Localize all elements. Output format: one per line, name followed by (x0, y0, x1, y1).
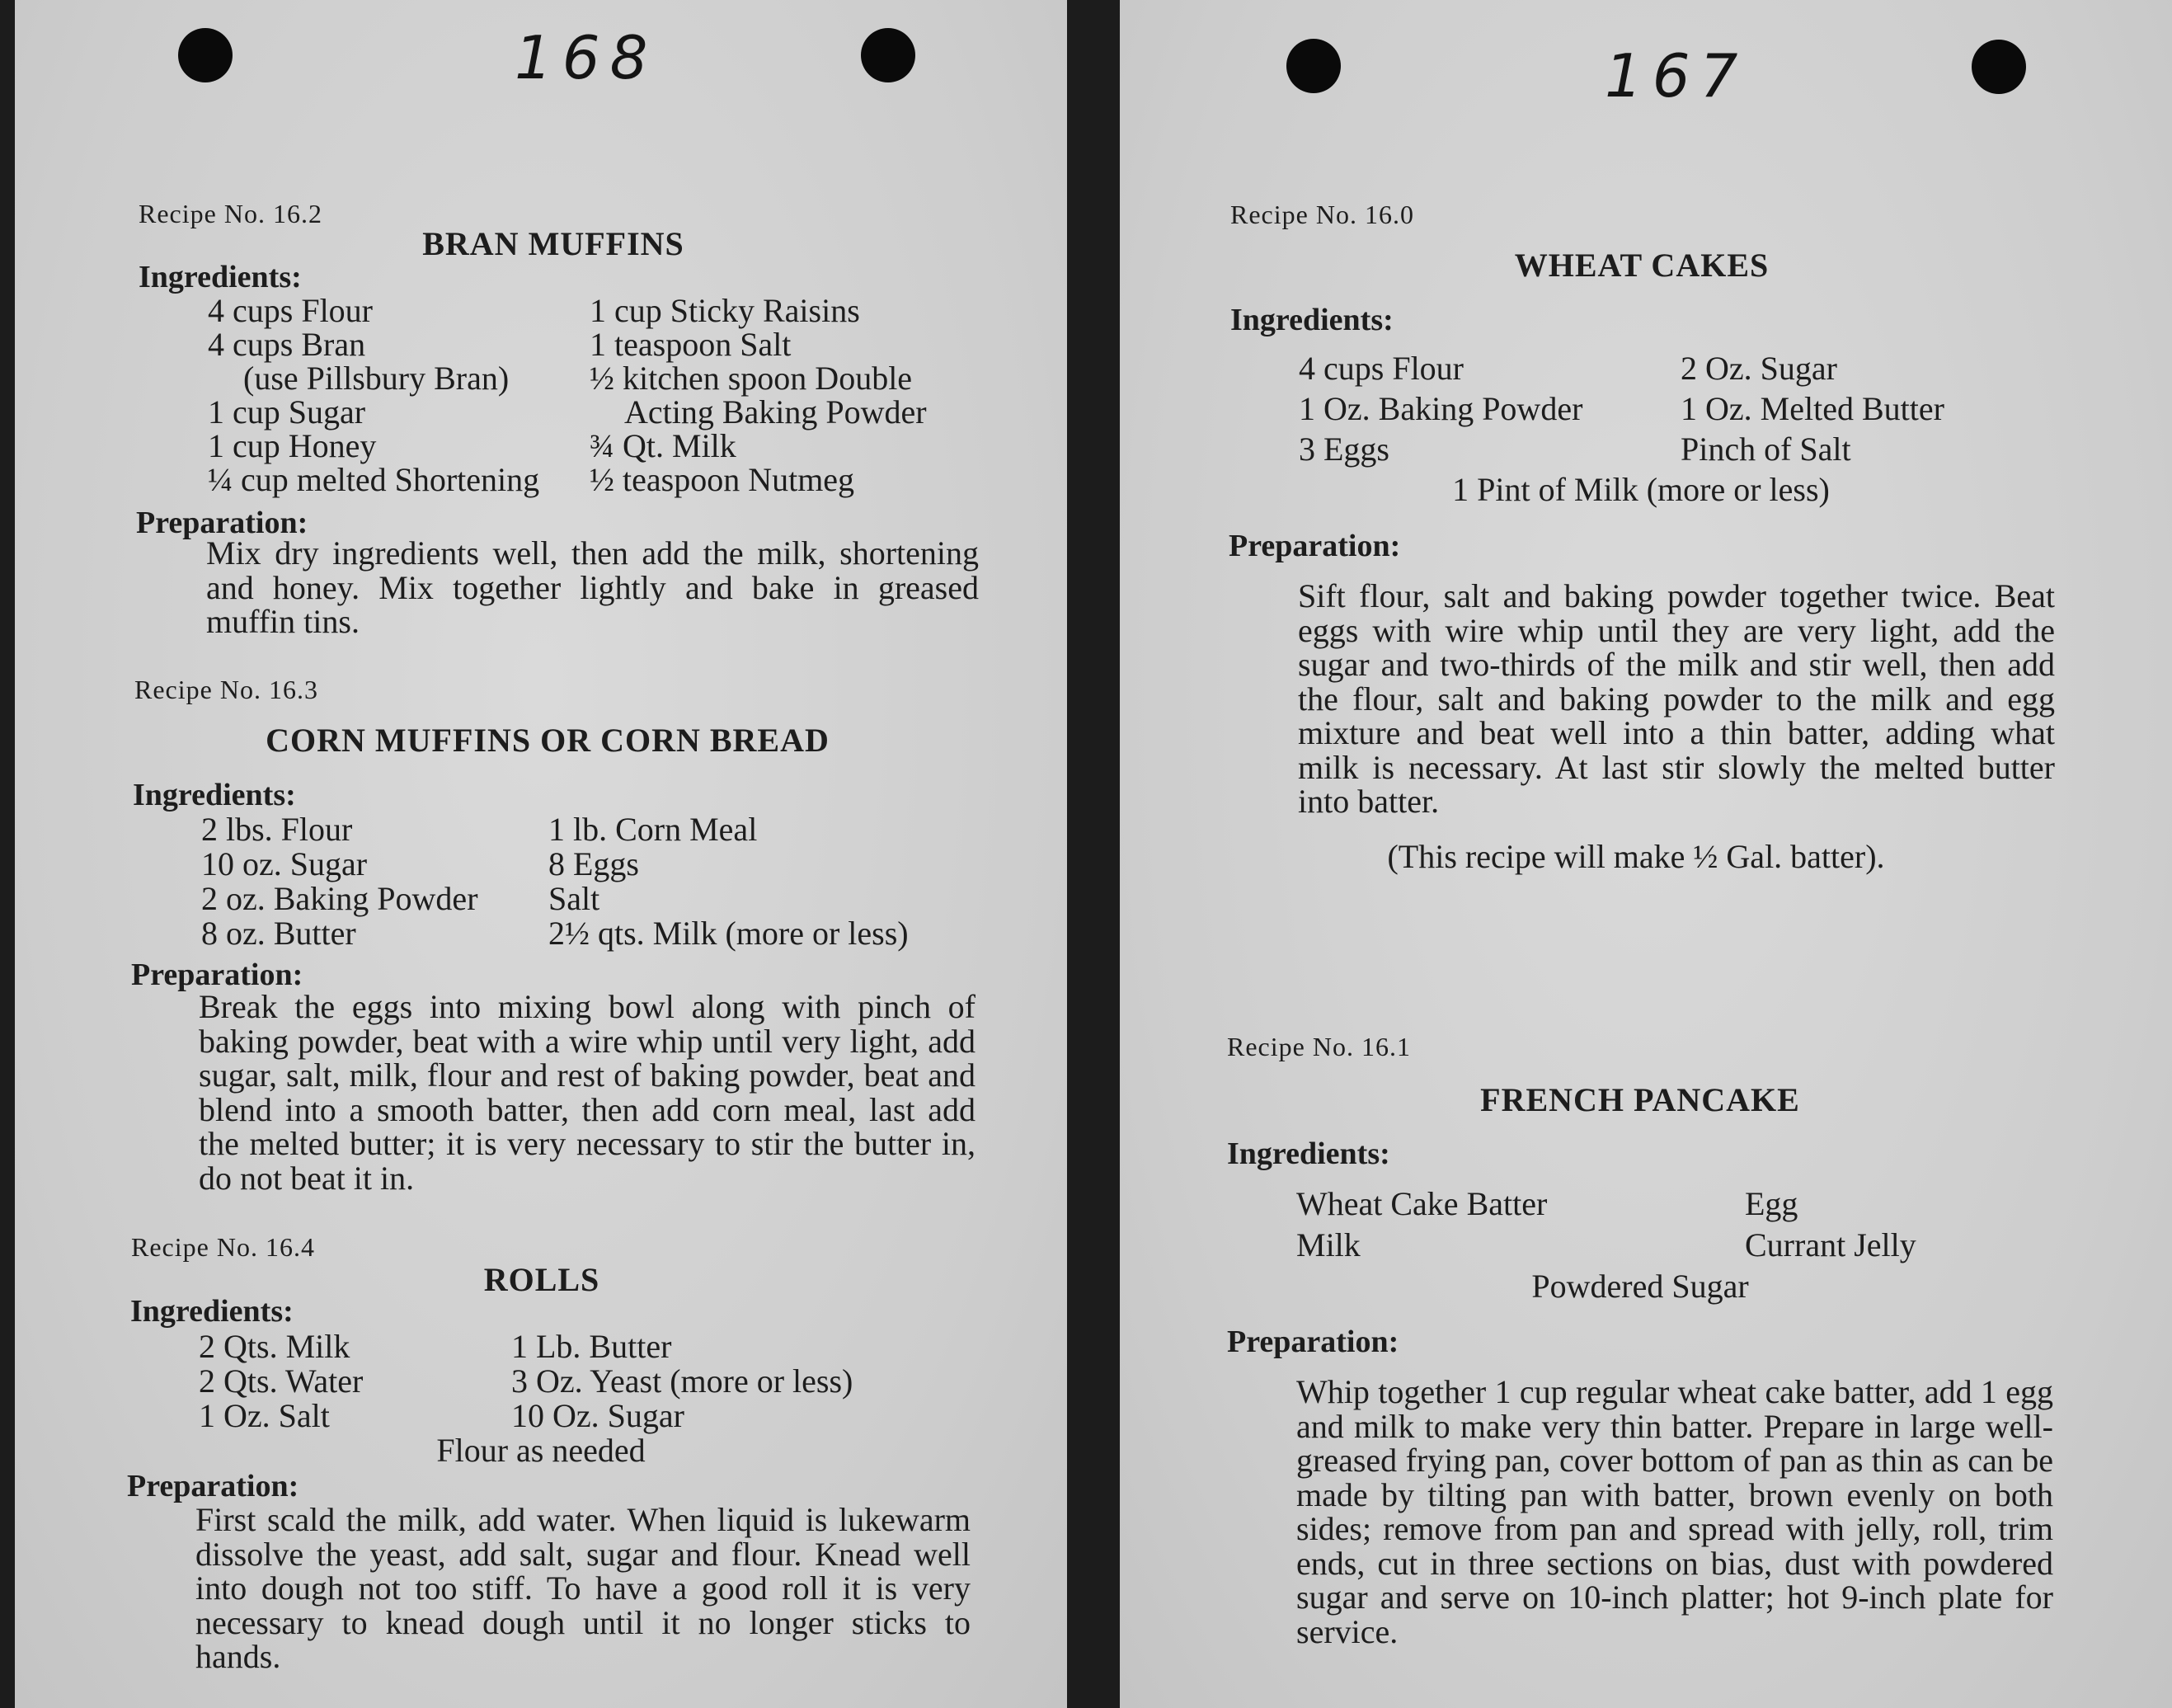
recipe-title: CORN MUFFINS OR CORN BREAD (266, 722, 830, 759)
ingredients-heading: Ingredients: (133, 778, 296, 812)
ingredient: Flour as needed (436, 1432, 646, 1469)
binder-hole (1286, 39, 1341, 93)
recipe-number: Recipe No. 16.4 (131, 1232, 315, 1262)
ingredient: ½ teaspoon Nutmeg (590, 461, 855, 498)
preparation-heading: Preparation: (1227, 1325, 1399, 1359)
ingredient: 10 oz. Sugar (201, 845, 368, 882)
ingredient: 4 cups Bran (208, 326, 366, 363)
ingredient: 1 cup Honey (208, 427, 377, 464)
ingredient: Pinch of Salt (1681, 431, 1851, 468)
recipe-note: (This recipe will make ½ Gal. batter). (1387, 838, 1885, 875)
recipe-number: Recipe No. 16.1 (1227, 1032, 1411, 1061)
right-page (1120, 0, 2172, 1708)
recipe-number: Recipe No. 16.2 (139, 199, 322, 228)
ingredient: 10 Oz. Sugar (511, 1397, 684, 1434)
ingredients-heading: Ingredients: (139, 260, 302, 294)
ingredient: 1 Pint of Milk (more or less) (1452, 471, 1830, 508)
preparation-heading: Preparation: (127, 1469, 299, 1503)
ingredient: 8 Eggs (548, 845, 639, 882)
preparation-heading: Preparation: (136, 506, 308, 540)
ingredient: 1 cup Sugar (208, 393, 366, 431)
ingredient: Salt (548, 880, 600, 917)
ingredient: (use Pillsbury Bran) (243, 360, 510, 397)
binder-hole (1972, 40, 2026, 94)
ingredients-heading: Ingredients: (1227, 1136, 1390, 1171)
recipe-title: WHEAT CAKES (1514, 247, 1770, 284)
ingredient: 4 cups Flour (1299, 350, 1464, 387)
ingredient: 2 oz. Baking Powder (201, 880, 478, 917)
recipe-title: ROLLS (483, 1261, 600, 1298)
ingredient: 1 teaspoon Salt (590, 326, 792, 363)
ingredient: Wheat Cake Batter (1296, 1185, 1548, 1222)
ingredient: 1 lb. Corn Meal (548, 811, 758, 848)
ingredient: Egg (1745, 1185, 1798, 1222)
recipe-number: Recipe No. 16.0 (1230, 200, 1414, 229)
recipe-title: FRENCH PANCAKE (1480, 1081, 1800, 1118)
ingredient: 4 cups Flour (208, 292, 373, 329)
ingredient: 2½ qts. Milk (more or less) (548, 915, 909, 952)
ingredient: ¼ cup melted Shortening (208, 461, 540, 498)
preparation-heading: Preparation: (131, 958, 303, 992)
preparation-text: Break the eggs into mixing bowl along with pinch of baking powder, beat with a wire whip until very light, add sugar, salt, milk, flour and rest of baking powder, beat and blend into a smooth batter, then add corn meal, last add the melted butter; it is very necessary to stir the butter in, do not beat it in. (199, 988, 976, 1197)
ingredient: 1 Oz. Melted Butter (1681, 390, 1944, 427)
preparation-text: Mix dry ingredients well, then add the milk, shortening and honey. Mix together lightly and bake in greased muffin tins. (206, 534, 979, 640)
preparation-text: Whip together 1 cup regular wheat cake batter, add 1 egg and milk to make very thin batter. Prepare in large well-greased frying pan, cover bottom of pan as thin as can be made by tilting pan with batter, brown evenly on both sides; remove from pan and spread with jelly, roll, trim ends, cut in three sections on bias, dust with powdered sugar and serve on 10-inch platter; hot 9-inch plate for service. (1296, 1373, 2053, 1650)
recipe-number: Recipe No. 16.3 (134, 675, 318, 704)
preparation-heading: Preparation: (1229, 529, 1401, 563)
ingredient: 1 cup Sticky Raisins (590, 292, 860, 329)
ingredients-heading: Ingredients: (1230, 303, 1394, 337)
ingredient: 2 lbs. Flour (201, 811, 353, 848)
ingredient: 2 Qts. Milk (199, 1328, 350, 1365)
ingredient: ½ kitchen spoon Double (590, 360, 913, 397)
ingredient: 3 Eggs (1299, 431, 1389, 468)
page-number: 168 (515, 23, 658, 92)
recipe-title: BRAN MUFFINS (422, 225, 684, 262)
ingredient: Powdered Sugar (1531, 1268, 1749, 1305)
ingredient: Milk (1296, 1226, 1361, 1263)
ingredient: 1 Lb. Butter (511, 1328, 672, 1365)
binder-hole (178, 28, 233, 82)
ingredient: 8 oz. Butter (201, 915, 356, 952)
ingredient: ¾ Qt. Milk (590, 427, 736, 464)
binder-hole (861, 28, 915, 82)
ingredient: 1 Oz. Salt (199, 1397, 330, 1434)
preparation-text: Sift flour, salt and baking powder together twice. Beat eggs with wire whip until they are very light, add the sugar and two-thirds of the milk and stir well, then add the flour, salt and baking powder to the milk and egg mixture and beat well into a thin batter, adding what milk is necessary. At last stir slowly the melted butter into batter. (1298, 577, 2055, 820)
page-number: 167 (1605, 41, 1748, 111)
ingredients-heading: Ingredients: (130, 1294, 294, 1329)
ingredient: 2 Qts. Water (199, 1362, 364, 1400)
preparation-text: First scald the milk, add water. When liquid is lukewarm dissolve the yeast, add salt, sugar and flour. Knead well into dough not too stiff. To have a good roll it is very necessary to knead dough until it no longer sticks to hands. (195, 1501, 971, 1675)
ingredient: Acting Baking Powder (624, 393, 927, 431)
ingredient: 1 Oz. Baking Powder (1299, 390, 1583, 427)
left-page (15, 0, 1067, 1708)
ingredient: Currant Jelly (1745, 1226, 1916, 1263)
ingredient: 2 Oz. Sugar (1681, 350, 1837, 387)
ingredient: 3 Oz. Yeast (more or less) (511, 1362, 853, 1400)
